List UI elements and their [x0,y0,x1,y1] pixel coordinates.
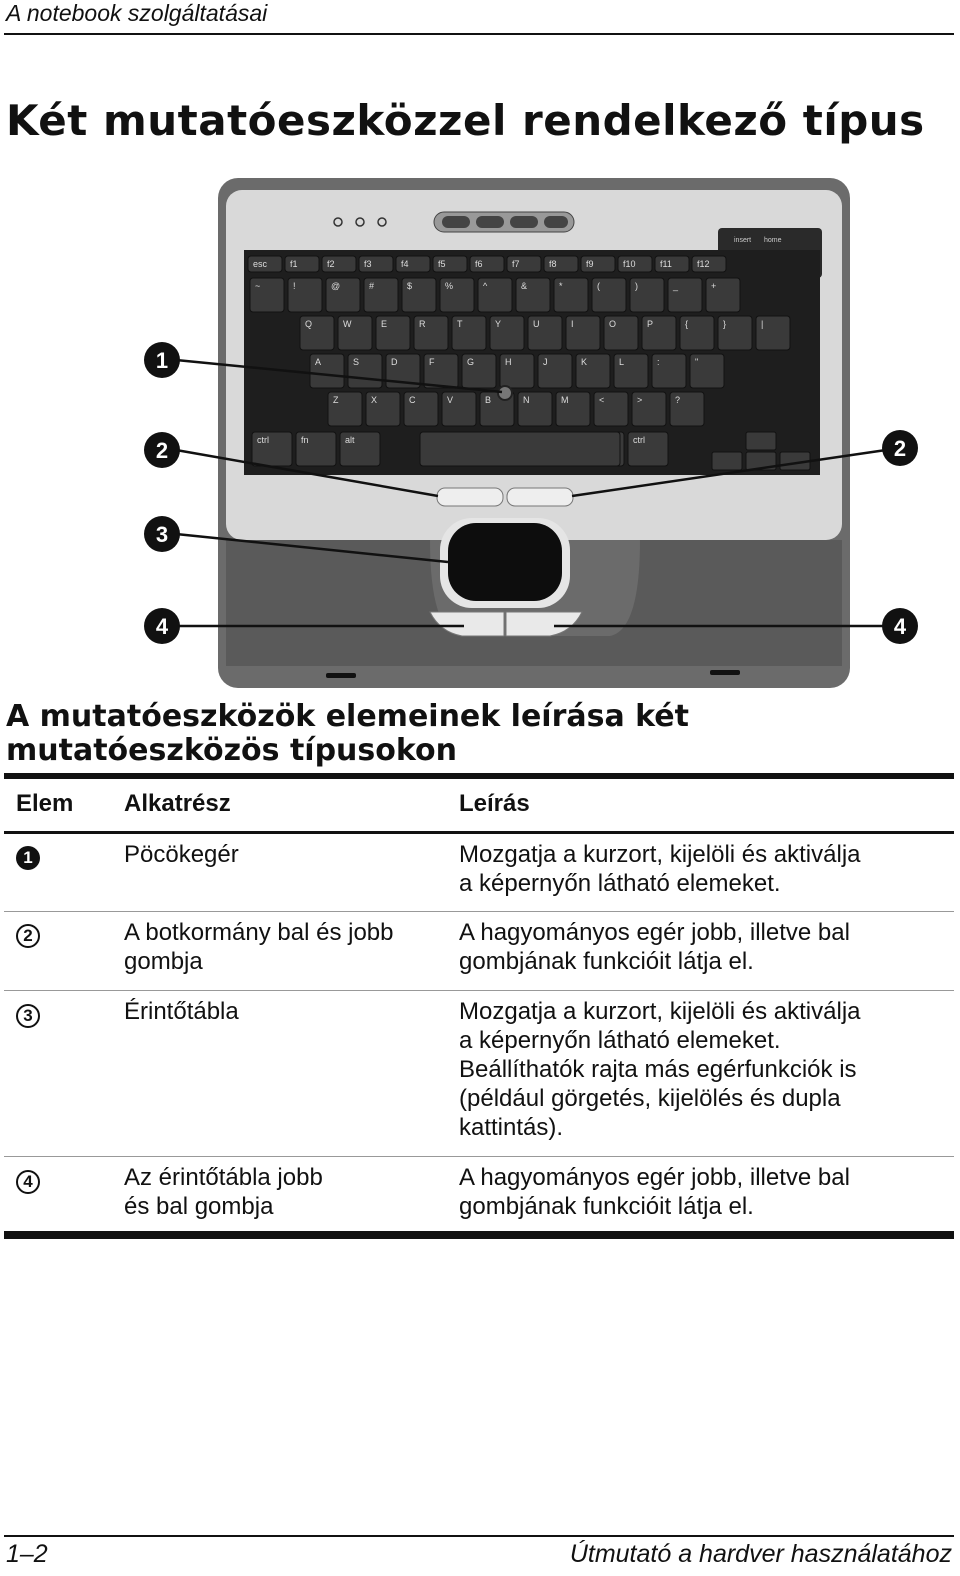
header-desc: Leírás [459,790,530,817]
running-header: A notebook szolgáltatásai [6,0,268,26]
keyboard-key-label: # [369,281,375,291]
keyboard-key-label: M [561,395,569,405]
keyboard-key-label: f8 [549,259,557,269]
keyboard-key-label: _ [673,281,679,291]
keyboard-key-label: ? [675,395,681,405]
keyboard-key-label: ctrl [633,435,645,445]
keyboard-key-label: C [409,395,416,405]
pointing-stick-left-button [437,488,503,506]
keyboard-key-label: K [581,357,588,367]
row-part: Az érintőtábla jobb [124,1164,323,1191]
keyboard-key-label: ~ [255,281,261,291]
keyboard-key-label: Z [333,395,339,405]
space-bar [420,432,620,466]
keyboard-key-label: D [391,357,398,367]
callout-4-right [882,608,918,644]
keyboard-key-label: " [695,357,699,367]
svg-text:2: 2 [155,438,169,463]
row-part: A botkormány bal és jobb [124,919,394,946]
svg-text:2: 2 [893,436,907,461]
table-row [4,991,954,1156]
keyboard-key-label: ctrl [257,435,269,445]
keyboard-key-label: T [457,319,463,329]
row-desc-line: (például görgetés, kijelölés és dupla [459,1085,841,1112]
keyboard-key-label: ! [293,281,296,291]
row-desc-line: A hagyományos egér jobb, illetve bal [459,1164,850,1191]
table-title-line-2: mutatóeszközös típusokon [6,733,457,768]
table-row [4,834,954,911]
front-indicator [326,673,356,678]
keyboard-key-label: S [353,357,360,367]
row-desc-line: gombjának funkcióit látja el. [459,948,754,975]
row-desc-line: kattintás). [459,1114,564,1141]
keyboard-key-label: Q [305,319,313,329]
keyboard-key-label: L [619,357,625,367]
keyboard-key-label: $ [407,281,413,291]
header-rule [4,33,954,35]
callout-1 [144,342,180,378]
svg-text:1: 1 [155,348,169,373]
callout-4-left [144,608,180,644]
keyboard-key-label: H [505,357,512,367]
header-part: Alkatrész [124,790,231,817]
keyboard-key-label: * [559,281,563,291]
keyboard-key-label: f2 [327,259,335,269]
presentation-button-icon [544,216,568,228]
keyboard-key-label: U [533,319,540,329]
touchpad [448,523,562,601]
keyboard-key-label: { [685,319,689,329]
keyboard-key-label: | [761,319,764,329]
front-indicator [710,670,740,675]
row-desc-line: Mozgatja a kurzort, kijelöli és aktiválja [459,998,861,1025]
components-table [4,773,954,1239]
keyboard-key-label: f3 [364,259,372,269]
callout-2-left [144,432,180,468]
keyboard-key-label: ^ [483,281,488,291]
keyboard-key-label: P [647,319,654,329]
keyboard-key-label: ( [597,281,600,291]
keyboard-key-label: } [723,319,727,329]
keyboard-key-label: ) [635,281,638,291]
row-part: gombja [124,948,203,975]
keyboard-key-label: Y [495,319,502,329]
keyboard-key-label: : [657,357,660,367]
keyboard-key-label: N [523,395,530,405]
row-desc-line: A hagyományos egér jobb, illetve bal [459,919,850,946]
arrow-key [746,432,776,450]
svg-text:4: 4 [155,614,169,639]
arrow-key [712,452,742,470]
callout-number-2: 2 [16,924,40,948]
keyboard-key-label: f9 [586,259,594,269]
keyboard-key-label: f11 [660,259,672,269]
keyboard-key-label: fn [301,435,309,445]
keyboard-key-label: f4 [401,259,409,269]
keyboard-key-label: @ [331,281,341,291]
book-title: Útmutató a hardver használatához [569,1540,952,1568]
row-desc-line: a képernyőn látható elemeket. [459,870,781,897]
keyboard-key-label: X [371,395,378,405]
row-desc-line: gombjának funkcióit látja el. [459,1193,754,1220]
laptop-figure [130,170,930,700]
keyboard-key-label: f6 [475,259,483,269]
callout-number-3: 3 [16,1004,40,1028]
pointing-stick-right-button [507,488,573,506]
key-home: home [764,237,782,244]
keyboard-key-label: O [609,319,617,329]
keyboard-key-label: + [711,281,717,291]
keyboard-key-label: J [543,357,548,367]
svg-text:3: 3 [155,522,169,547]
callout-number-4: 4 [16,1170,40,1194]
table-header-row [4,779,954,831]
keyboard-key-label: f5 [438,259,446,269]
row-part: és bal gombja [124,1193,274,1220]
callout-number-1: 1 [16,846,40,870]
keyboard-key-label: > [637,395,643,405]
power-button-icon [442,216,470,228]
header-elem: Elem [16,790,74,817]
row-part: Érintőtábla [124,998,239,1025]
keyboard-key-label: f1 [290,259,298,269]
table-title [6,700,689,768]
keyboard-key-label: A [315,357,322,367]
keyboard-key-label: B [485,395,492,405]
table-row [4,1157,954,1231]
table-row [4,912,954,990]
row-desc-line: Beállíthatók rajta más egérfunkciók is [459,1056,857,1083]
keyboard-key-label: & [521,281,528,291]
row-desc-line: Mozgatja a kurzort, kijelöli és aktiválja [459,841,861,868]
row-desc-line: a képernyőn látható elemeket. [459,1027,781,1054]
keyboard-key-label: E [381,319,388,329]
quick-button-icon [476,216,504,228]
key-insert: insert [734,237,752,244]
svg-text:4: 4 [893,614,907,639]
keyboard-key-label: V [447,395,454,405]
keyboard-key-label: % [445,281,454,291]
keyboard-key-label: f10 [623,259,636,269]
callout-3 [144,516,180,552]
footer-rule [4,1535,954,1537]
page-title: Két mutatóeszközzel rendelkező típus [6,96,925,145]
wireless-button-icon [510,216,538,228]
keyboard-key-label: f7 [512,259,520,269]
laptop-illustration [130,170,930,700]
keyboard-key-label: R [419,319,426,329]
callout-2-right [882,430,918,466]
keyboard-key-label: F [429,357,435,367]
row-part: Pöcökegér [124,841,239,868]
keyboard-key-label: < [599,395,605,405]
keyboard-key-label: I [571,319,574,329]
keyboard-key-label: f12 [697,259,710,269]
keyboard-key-label: alt [345,435,355,445]
keyboard-key-label: esc [253,259,268,269]
keyboard-key-label: W [343,319,352,329]
table-title-line-1: A mutatóeszközök elemeinek leírása két [6,699,689,734]
page-number: 1–2 [6,1540,48,1568]
table-bottom-rule [4,1231,954,1239]
keyboard-key-label: G [467,357,475,367]
